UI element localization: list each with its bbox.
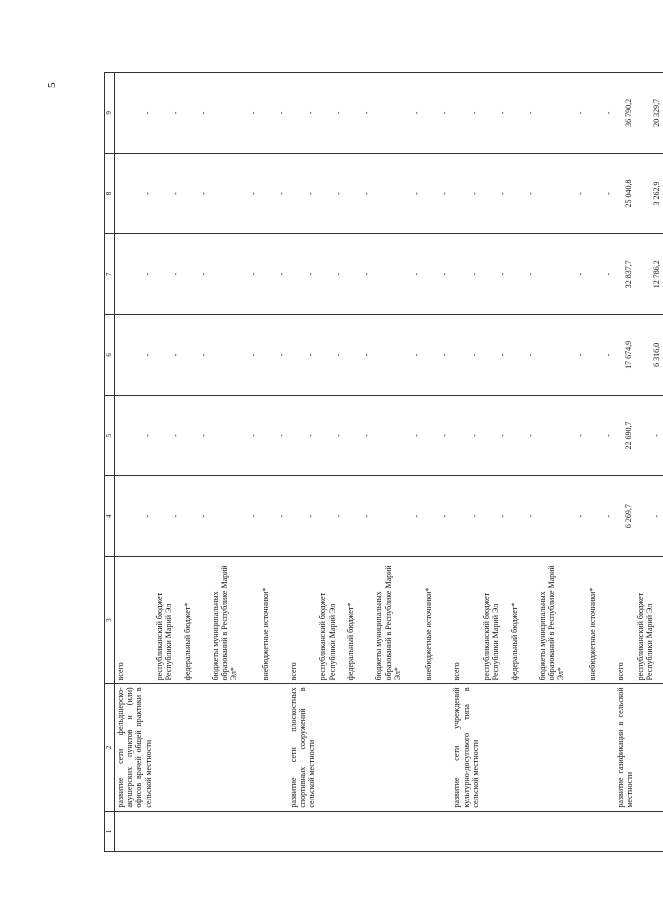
value-cell: -	[509, 315, 537, 396]
value-cell: -	[481, 476, 509, 557]
direction-cell	[154, 684, 182, 811]
source-cell: федеральный бюджет*	[509, 556, 537, 683]
row-number-cell	[288, 811, 318, 851]
value-cell: -	[451, 315, 481, 396]
value-cell: -	[423, 315, 451, 396]
value-cell: -	[317, 73, 345, 154]
row-number-cell	[587, 811, 615, 851]
value-cell: -	[423, 476, 451, 557]
value-cell: 3 262,9	[635, 153, 663, 234]
direction-cell	[635, 684, 663, 811]
direction-cell	[317, 684, 345, 811]
source-cell: бюджеты муниципальных образований в Республике Марий Эл*	[537, 556, 587, 683]
table-row	[373, 73, 423, 852]
value-cell: -	[423, 153, 451, 234]
value-cell: -	[587, 153, 615, 234]
source-cell: республиканский бюджет Республики Марий Эл	[154, 556, 182, 683]
col-header: 3	[105, 556, 115, 683]
row-number-cell	[373, 811, 423, 851]
value-cell: -	[451, 73, 481, 154]
value-cell: -	[481, 73, 509, 154]
value-cell: -	[373, 234, 423, 315]
value-cell: -	[210, 395, 260, 476]
col-header: 5	[105, 395, 115, 476]
col-header: 7	[105, 234, 115, 315]
value-cell: -	[423, 73, 451, 154]
value-cell: -	[288, 153, 318, 234]
value-cell: -	[317, 315, 345, 396]
value-cell: -	[182, 153, 210, 234]
value-cell: -	[451, 234, 481, 315]
value-cell: -	[260, 395, 288, 476]
value-cell: -	[423, 234, 451, 315]
value-cell: -	[451, 153, 481, 234]
table-row	[154, 73, 182, 852]
value-cell: -	[115, 73, 154, 154]
value-cell: -	[373, 73, 423, 154]
value-cell: -	[288, 315, 318, 396]
rotated-table-wrapper	[104, 72, 662, 852]
row-number-cell	[481, 811, 509, 851]
value-cell: -	[115, 153, 154, 234]
direction-cell	[509, 684, 537, 811]
source-cell: всего	[451, 556, 481, 683]
value-cell: -	[182, 234, 210, 315]
value-cell: -	[115, 395, 154, 476]
value-cell: -	[345, 395, 373, 476]
value-cell: -	[537, 234, 587, 315]
source-cell: республиканский бюджет Республики Марий Эл	[481, 556, 509, 683]
direction-cell: развитие сети плоскостных спортивных сооружений в сельской местности	[288, 684, 318, 811]
value-cell: -	[182, 395, 210, 476]
value-cell: -	[154, 476, 182, 557]
direction-cell	[260, 684, 288, 811]
value-cell: -	[587, 315, 615, 396]
source-cell: бюджеты муниципальных образований в Республике Марий Эл*	[373, 556, 423, 683]
value-cell: -	[481, 395, 509, 476]
value-cell: -	[587, 476, 615, 557]
value-cell: 25 040,8	[615, 153, 635, 234]
value-cell: -	[210, 73, 260, 154]
source-cell: внебюджетные источники*	[260, 556, 288, 683]
table-row	[635, 73, 663, 852]
source-cell: бюджеты муниципальных образований в Республике Марий Эл*	[210, 556, 260, 683]
col-header: 1	[105, 811, 115, 851]
value-cell: -	[260, 73, 288, 154]
value-cell: -	[345, 315, 373, 396]
value-cell: -	[451, 476, 481, 557]
value-cell: -	[537, 315, 587, 396]
value-cell: -	[481, 234, 509, 315]
table-row	[451, 73, 481, 852]
value-cell: -	[587, 395, 615, 476]
col-header: 2	[105, 684, 115, 811]
value-cell: -	[260, 153, 288, 234]
row-number-cell	[317, 811, 345, 851]
direction-cell	[481, 684, 509, 811]
value-cell: 20 329,7	[635, 73, 663, 154]
table-row	[481, 73, 509, 852]
value-cell: -	[288, 476, 318, 557]
value-cell: -	[260, 234, 288, 315]
table-row	[210, 73, 260, 852]
value-cell: -	[537, 73, 587, 154]
value-cell: -	[635, 395, 663, 476]
page-number: 5	[46, 82, 58, 88]
value-cell: -	[509, 73, 537, 154]
value-cell: -	[587, 234, 615, 315]
col-header: 4	[105, 476, 115, 557]
source-cell: федеральный бюджет*	[345, 556, 373, 683]
value-cell: 36 790,2	[615, 73, 635, 154]
col-header: 6	[105, 315, 115, 396]
table-row	[115, 73, 154, 852]
value-cell: -	[260, 476, 288, 557]
table-row	[509, 73, 537, 852]
direction-cell: развитие газификации в сельской местности	[615, 684, 635, 811]
value-cell: -	[154, 153, 182, 234]
value-cell: -	[154, 315, 182, 396]
value-cell: -	[260, 315, 288, 396]
row-number-cell	[423, 811, 451, 851]
value-cell: -	[481, 315, 509, 396]
table-row	[423, 73, 451, 852]
value-cell: -	[373, 315, 423, 396]
value-cell: -	[210, 153, 260, 234]
value-cell: -	[288, 73, 318, 154]
row-number-cell	[154, 811, 182, 851]
table-row	[587, 73, 615, 852]
value-cell: -	[509, 153, 537, 234]
value-cell: 22 690,7	[615, 395, 635, 476]
value-cell: 32 837,7	[615, 234, 635, 315]
value-cell: -	[509, 395, 537, 476]
direction-cell: развитие сети фельдшерско-акушерских пунктов и (или) офисов врачей общей практики в сельской местности	[115, 684, 154, 811]
row-number-cell	[451, 811, 481, 851]
row-number-cell	[615, 811, 635, 851]
value-cell: 6 316,0	[635, 315, 663, 396]
row-number-cell	[210, 811, 260, 851]
row-number-cell	[345, 811, 373, 851]
source-cell: всего	[615, 556, 635, 683]
value-cell: -	[115, 234, 154, 315]
value-cell: -	[115, 315, 154, 396]
col-header: 9	[105, 73, 115, 154]
value-cell: -	[481, 153, 509, 234]
value-cell: -	[210, 234, 260, 315]
row-number-cell	[509, 811, 537, 851]
value-cell: 17 674,9	[615, 315, 635, 396]
row-number-cell	[182, 811, 210, 851]
value-cell: 6 269,7	[615, 476, 635, 557]
value-cell: -	[317, 234, 345, 315]
source-cell: всего	[115, 556, 154, 683]
value-cell: -	[317, 395, 345, 476]
value-cell: -	[373, 476, 423, 557]
table-row	[182, 73, 210, 852]
direction-cell	[373, 684, 423, 811]
value-cell: -	[182, 315, 210, 396]
value-cell: -	[635, 476, 663, 557]
value-cell: -	[210, 315, 260, 396]
header-row	[105, 73, 115, 852]
value-cell: -	[509, 476, 537, 557]
value-cell: -	[154, 73, 182, 154]
value-cell: -	[373, 153, 423, 234]
direction-cell	[210, 684, 260, 811]
row-number-cell	[537, 811, 587, 851]
value-cell: -	[451, 395, 481, 476]
table-row	[615, 73, 635, 852]
value-cell: -	[537, 395, 587, 476]
value-cell: -	[423, 395, 451, 476]
table-body	[115, 73, 663, 852]
value-cell: -	[317, 153, 345, 234]
direction-cell	[345, 684, 373, 811]
value-cell: -	[317, 476, 345, 557]
row-number-cell	[260, 811, 288, 851]
value-cell: -	[373, 395, 423, 476]
value-cell: -	[288, 234, 318, 315]
value-cell: -	[182, 73, 210, 154]
value-cell: -	[154, 234, 182, 315]
source-cell: внебюджетные источники*	[423, 556, 451, 683]
value-cell: -	[115, 476, 154, 557]
direction-cell	[182, 684, 210, 811]
source-cell: внебюджетные источники*	[587, 556, 615, 683]
value-cell: -	[345, 234, 373, 315]
value-cell: -	[537, 476, 587, 557]
value-cell: -	[288, 395, 318, 476]
direction-cell	[537, 684, 587, 811]
source-cell: всего	[288, 556, 318, 683]
value-cell: -	[182, 476, 210, 557]
value-cell: -	[587, 73, 615, 154]
value-cell: -	[537, 153, 587, 234]
table-row	[288, 73, 318, 852]
value-cell: -	[345, 476, 373, 557]
direction-cell	[587, 684, 615, 811]
value-cell: -	[345, 73, 373, 154]
source-cell: республиканский бюджет Республики Марий Эл	[635, 556, 663, 683]
col-header: 8	[105, 153, 115, 234]
direction-cell: развитие сети учреждений культурно-досугового типа в сельской местности	[451, 684, 481, 811]
value-cell: -	[210, 476, 260, 557]
row-number-cell	[635, 811, 663, 851]
table-row	[537, 73, 587, 852]
source-cell: федеральный бюджет*	[182, 556, 210, 683]
direction-cell	[423, 684, 451, 811]
table-row	[345, 73, 373, 852]
value-cell: -	[509, 234, 537, 315]
value-cell: -	[154, 395, 182, 476]
value-cell: -	[345, 153, 373, 234]
table-row	[317, 73, 345, 852]
table-row	[260, 73, 288, 852]
funding-table	[104, 72, 663, 852]
row-number-cell	[115, 811, 154, 851]
value-cell: 12 786,2	[635, 234, 663, 315]
source-cell: республиканский бюджет Республики Марий Эл	[317, 556, 345, 683]
